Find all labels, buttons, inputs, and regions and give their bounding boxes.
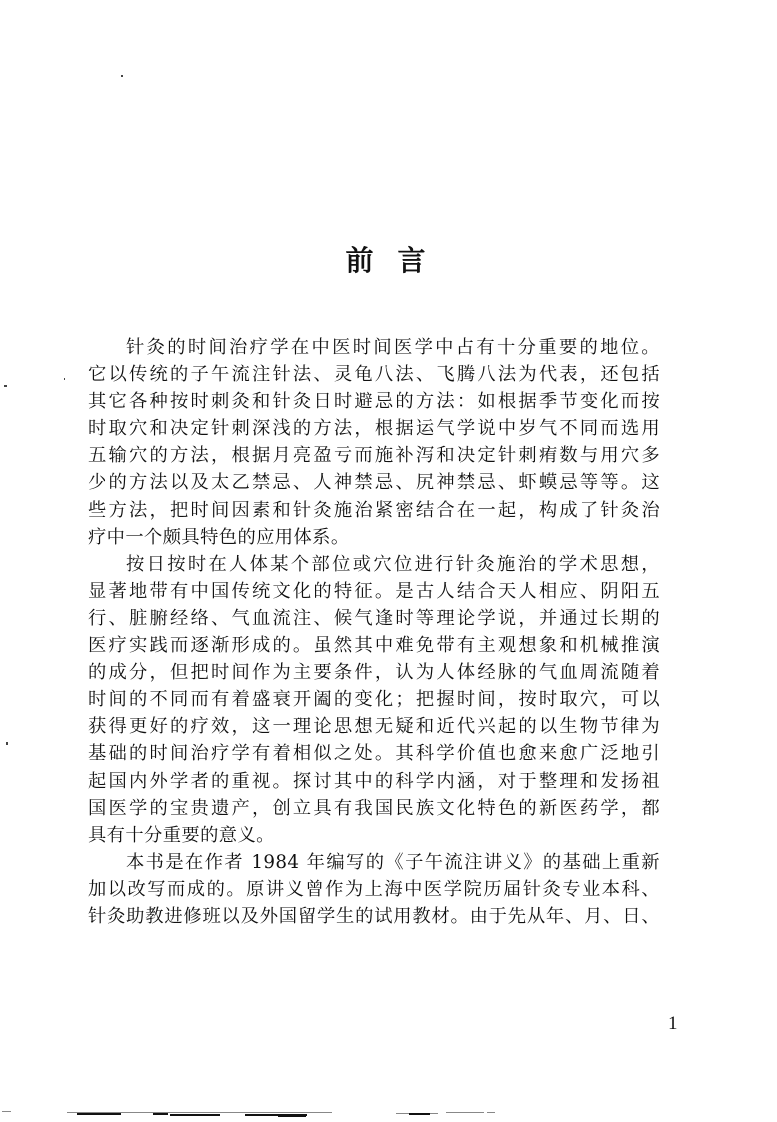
text-line: 少的方法以及太乙禁忌、人神禁忌、尻神禁忌、虾蟆忌等等。这	[88, 472, 660, 494]
text-line: 国医学的宝贵遗产，创立具有我国民族文化特色的新医药学，都	[88, 797, 660, 819]
text-line: 其它各种按时刺灸和针灸日时避忌的方法：如根据季节变化而按	[88, 391, 660, 413]
scan-edge-line	[487, 1112, 495, 1113]
page-number: 1	[668, 1013, 678, 1034]
text-line: 它以传统的子午流注针法、灵龟八法、飞腾八法为代表，还包括	[88, 364, 660, 386]
text-line: 五输穴的方法，根据月亮盈亏而施补泻和决定针刺痏数与用穴多	[88, 445, 660, 467]
scan-edge-line	[2, 1111, 11, 1112]
scan-edge-line	[170, 1114, 220, 1116]
scan-edge-line	[278, 1115, 306, 1117]
text-line: 医疗实践而逐渐形成的。虽然其中难免带有主观想象和机械推演	[88, 635, 660, 657]
text-line: 的成分，但把时间作为主要条件，认为人体经脉的气血周流随着	[88, 662, 660, 684]
scan-speck	[64, 378, 65, 380]
text-line: 显著地带有中国传统文化的特征。是古人结合天人相应、阴阳五	[88, 580, 660, 602]
text-line: 针灸助教进修班以及外国留学生的试用教材。由于先从年、月、日、	[88, 905, 660, 927]
scan-edge-line	[153, 1113, 168, 1115]
scan-edge-line	[446, 1112, 484, 1113]
text-line: 基础的时间治疗学有着相似之处。其科学价值也愈来愈广泛地引	[88, 743, 660, 765]
scan-speck	[6, 742, 8, 745]
text-line: 些方法，把时间因素和针灸施治紧密结合在一起，构成了针灸治	[88, 499, 660, 521]
body-text	[88, 334, 660, 930]
text-line: 时间的不同而有着盛衰开阖的变化；把握时间，按时取穴，可以	[88, 689, 660, 711]
text-line: 疗中一个颇具特色的应用体系。	[88, 526, 350, 548]
text-line: 起国内外学者的重视。探讨其中的科学内涵，对于整理和发扬祖	[88, 770, 660, 792]
text-line: 加以改写而成的。原讲义曾作为上海中医学院历届针灸专业本科、	[88, 878, 660, 900]
scan-edge-line	[77, 1113, 121, 1115]
scan-speck	[4, 385, 7, 387]
text-line: 时取穴和决定针刺深浅的方法，根据运气学说中岁气不同而选用	[88, 418, 660, 440]
scan-speck	[121, 75, 123, 77]
text-line: 行、脏腑经络、气血流注、候气逢时等理论学说，并通过长期的	[88, 607, 660, 629]
text-line: 按日按时在人体某个部位或穴位进行针灸施治的学术思想，	[126, 553, 660, 575]
text-line: 针灸的时间治疗学在中医时间医学中占有十分重要的地位。	[126, 337, 660, 358]
text-line: 本书是在作者 1984 年编写的《子午流注讲义》的基础上重新	[126, 851, 660, 873]
text-line: 获得更好的疗效，这一理论思想无疑和近代兴起的以生物节律为	[88, 716, 660, 738]
text-line: 具有十分重要的意义。	[88, 824, 275, 846]
page-title: 前言	[345, 243, 450, 277]
scan-edge-line	[409, 1113, 430, 1115]
